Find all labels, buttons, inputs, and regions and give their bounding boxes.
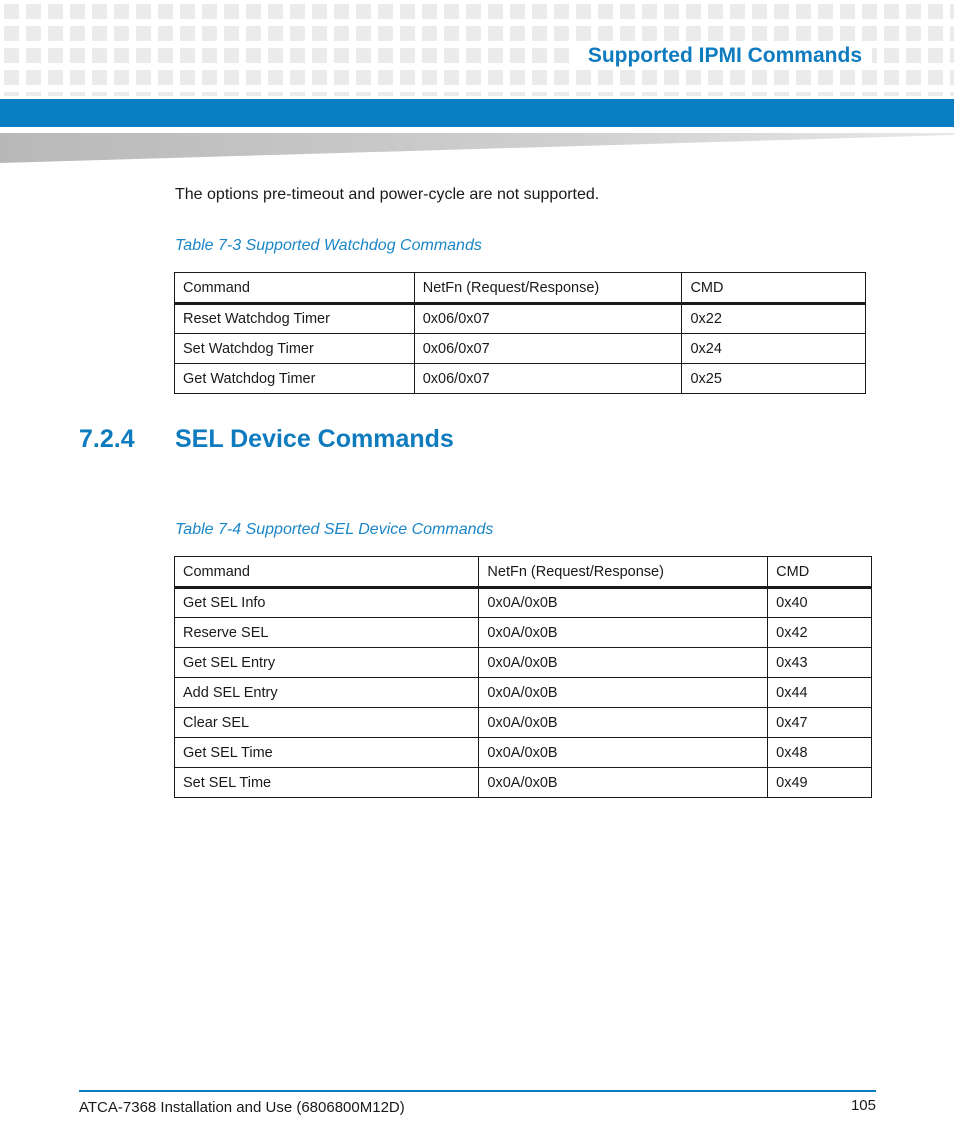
cell-command: Set Watchdog Timer — [175, 334, 415, 364]
column-header-netfn: NetFn (Request/Response) — [414, 273, 682, 304]
cell-netfn: 0x0A/0x0B — [479, 588, 768, 618]
table-row — [175, 618, 872, 648]
table-row — [175, 364, 866, 394]
section-number: 7.2.4 — [79, 425, 135, 453]
watchdog-commands-table — [174, 272, 866, 394]
intro-paragraph: The options pre-timeout and power-cycle are not supported. — [175, 186, 600, 203]
cell-command: Set SEL Time — [175, 768, 479, 798]
cell-netfn: 0x0A/0x0B — [479, 618, 768, 648]
cell-cmd: 0x25 — [682, 364, 866, 394]
cell-cmd: 0x22 — [682, 304, 866, 334]
section-heading — [79, 422, 454, 456]
cell-command: Add SEL Entry — [175, 678, 479, 708]
cell-command: Reset Watchdog Timer — [175, 304, 415, 334]
column-header-command: Command — [175, 273, 415, 304]
cell-netfn: 0x0A/0x0B — [479, 768, 768, 798]
cell-netfn: 0x06/0x07 — [414, 364, 682, 394]
footer-document-title: ATCA-7368 Installation and Use (6806800M12D) — [79, 1099, 405, 1116]
table-row — [175, 708, 872, 738]
cell-command: Get SEL Entry — [175, 648, 479, 678]
cell-cmd: 0x44 — [768, 678, 872, 708]
cell-command: Reserve SEL — [175, 618, 479, 648]
table-row — [175, 738, 872, 768]
cell-cmd: 0x47 — [768, 708, 872, 738]
table-header-row — [175, 557, 872, 588]
footer-rule — [79, 1090, 876, 1092]
table-row — [175, 768, 872, 798]
cell-cmd: 0x42 — [768, 618, 872, 648]
cell-command: Get SEL Info — [175, 588, 479, 618]
cell-command: Get Watchdog Timer — [175, 364, 415, 394]
table2-caption: Table 7-4 Supported SEL Device Commands — [175, 521, 494, 538]
cell-netfn: 0x0A/0x0B — [479, 738, 768, 768]
column-header-command: Command — [175, 557, 479, 588]
cell-command: Clear SEL — [175, 708, 479, 738]
cell-cmd: 0x49 — [768, 768, 872, 798]
column-header-cmd: CMD — [682, 273, 866, 304]
running-title: Supported IPMI Commands — [576, 42, 872, 70]
column-header-cmd: CMD — [768, 557, 872, 588]
cell-netfn: 0x06/0x07 — [414, 334, 682, 364]
section-title: SEL Device Commands — [175, 425, 454, 453]
cell-cmd: 0x43 — [768, 648, 872, 678]
table1-caption: Table 7-3 Supported Watchdog Commands — [175, 237, 482, 254]
cell-cmd: 0x48 — [768, 738, 872, 768]
cell-cmd: 0x24 — [682, 334, 866, 364]
cell-cmd: 0x40 — [768, 588, 872, 618]
column-header-netfn: NetFn (Request/Response) — [479, 557, 768, 588]
table-header-row — [175, 273, 866, 304]
table-row — [175, 588, 872, 618]
cell-command: Get SEL Time — [175, 738, 479, 768]
table-row — [175, 648, 872, 678]
header-grey-wedge — [0, 127, 954, 167]
cell-netfn: 0x0A/0x0B — [479, 708, 768, 738]
table-row — [175, 304, 866, 334]
footer-page-number: 105 — [850, 1097, 876, 1114]
header-blue-bar — [0, 99, 954, 127]
sel-device-commands-table — [174, 556, 872, 798]
cell-netfn: 0x0A/0x0B — [479, 678, 768, 708]
table-row — [175, 334, 866, 364]
cell-netfn: 0x0A/0x0B — [479, 648, 768, 678]
cell-netfn: 0x06/0x07 — [414, 304, 682, 334]
table-row — [175, 678, 872, 708]
